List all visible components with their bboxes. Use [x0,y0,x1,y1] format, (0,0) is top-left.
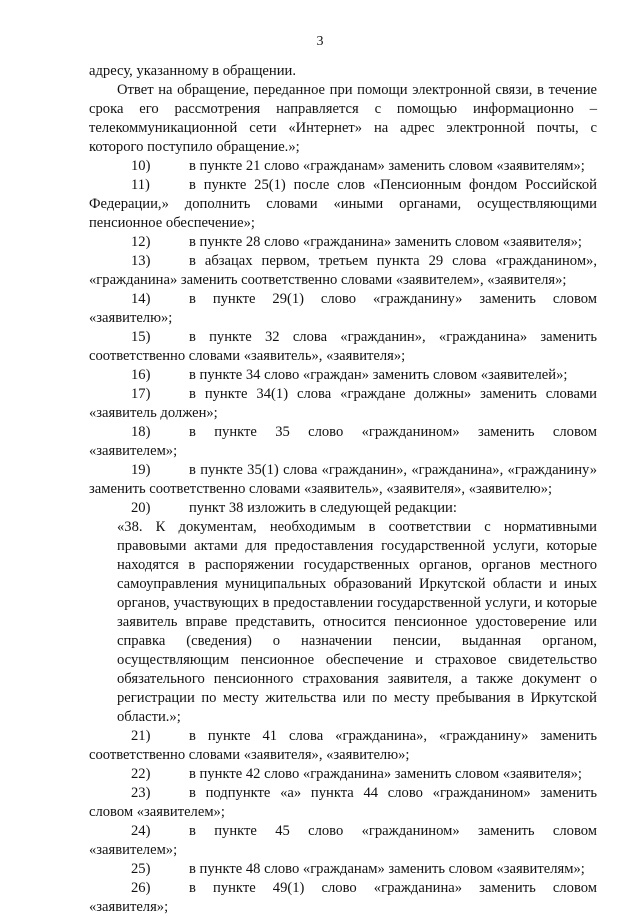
amendment-item-number: 19) [131,462,151,478]
amendment-item [89,290,597,328]
amendment-item [89,385,597,423]
amendment-item-text: в пункте 42 слово «гражданина» заменить словом «заявителя»; [189,766,582,782]
amendment-item-text: в пункте 25(1) после слов «Пенсионным фондом Российской Федерации,» дополнить словами «иными органами, осуществляющими пенсионное обеспечение»; [89,177,597,231]
amendment-item-text: в пункте 45 слово «гражданином» заменить словом «заявителем»; [89,823,597,858]
amendment-item [89,461,597,499]
amendment-item-text: в подпункте «а» пункта 44 слово «гражданином» заменить словом «заявителем»; [89,785,597,820]
amendment-item-text: в пункте 34 слово «граждан» заменить словом «заявителей»; [189,367,568,383]
amendment-item-number: 23) [131,785,151,801]
amendment-item-text: пункт 38 изложить в следующей редакции: [189,500,457,516]
amendment-item-text: в пункте 32 слова «гражданин», «гражданина» заменить соответственно словами «заявитель», «заявителя»; [89,329,597,364]
quoted-paragraph-38: «38. К документам, необходимым в соответствии с нормативными правовыми актами для предоставления государственной услуги, которые находятся в распоряжении государственных органов, органов местного самоуправления муниципальных образований Иркутской области и иных органов, участвующих в предоставлении государственной услуги, и которые заявитель вправе представить, относится пенсионное удостоверение или справка (сведения) о назначении пенсии, выданная органом, осуществляющим пенсионное обеспечение и страховое свидетельство обязательного пенсионного страхования заявителя, а также документ о регистрации по месту жительства или по месту пребывания в Иркутской области.»; [117,519,597,725]
amendment-item [89,176,597,233]
amendment-item [89,860,597,879]
amendment-item-text: в пункте 41 слова «гражданина», «гражданину» заменить соответственно словами «заявителя», «заявителю»; [89,728,597,763]
amendment-item [89,765,597,784]
amendment-item-text: в пункте 48 слово «гражданам» заменить словом «заявителям»; [189,861,585,877]
amendment-item-number: 15) [131,329,151,345]
amendment-item-number: 18) [131,424,151,440]
amendment-item-number: 22) [131,766,151,782]
amendment-item-number: 11) [131,177,150,193]
amendment-list-2 [89,727,597,917]
amendment-item-text: в пункте 35 слово «гражданином» заменить словом «заявителем»; [89,424,597,459]
page-number: 3 [316,34,324,49]
amendment-item-text: в пункте 21 слово «гражданам» заменить словом «заявителям»; [189,158,585,174]
amendment-item-text: в пункте 29(1) слово «гражданину» заменить словом «заявителю»; [89,291,597,326]
amendment-item [89,157,597,176]
amendment-item [89,366,597,385]
amendment-item-text: в абзацах первом, третьем пункта 29 слова «гражданином», «гражданина» заменить соответственно словами «заявителем», «заявителя»; [89,253,597,288]
amendment-item-text: в пункте 28 слово «гражданина» заменить словом «заявителя»; [189,234,582,250]
amendment-item [89,328,597,366]
amendment-item-number: 13) [131,253,151,269]
amendment-item-text: в пункте 34(1) слова «граждане должны» заменить словами «заявитель должен»; [89,386,597,421]
amendment-item [89,784,597,822]
amendment-item-number: 21) [131,728,151,744]
amendment-item-number: 24) [131,823,151,839]
amendment-item [89,879,597,917]
amendment-item [89,822,597,860]
amendment-item-number: 26) [131,880,151,896]
amendment-item [89,252,597,290]
amendment-item-text: в пункте 49(1) слово «гражданина» заменить словом «заявителя»; [89,880,597,915]
amendment-list-1 [89,157,597,518]
amendment-item [89,499,597,518]
amendment-item-number: 10) [131,158,151,174]
intro-line-1: адресу, указанному в обращении. [89,63,296,79]
amendment-item [89,727,597,765]
amendment-item-number: 20) [131,500,151,516]
amendment-item [89,233,597,252]
amendment-item-number: 17) [131,386,151,402]
amendment-item-number: 16) [131,367,151,383]
document-body [89,62,597,917]
intro-paragraph: Ответ на обращение, переданное при помощи электронной связи, в течение срока его рассмотрения направляется с помощью информационно – телекоммуникационной сети «Интернет» на адрес электронной почты, с которого поступило обращение.»; [89,82,597,155]
amendment-item-number: 14) [131,291,151,307]
amendment-item-number: 12) [131,234,151,250]
amendment-item-number: 25) [131,861,151,877]
amendment-item-text: в пункте 35(1) слова «гражданин», «гражданина», «гражданину» заменить соответственно словами «заявитель», «заявителя», «заявителю»; [89,462,597,497]
amendment-item [89,423,597,461]
